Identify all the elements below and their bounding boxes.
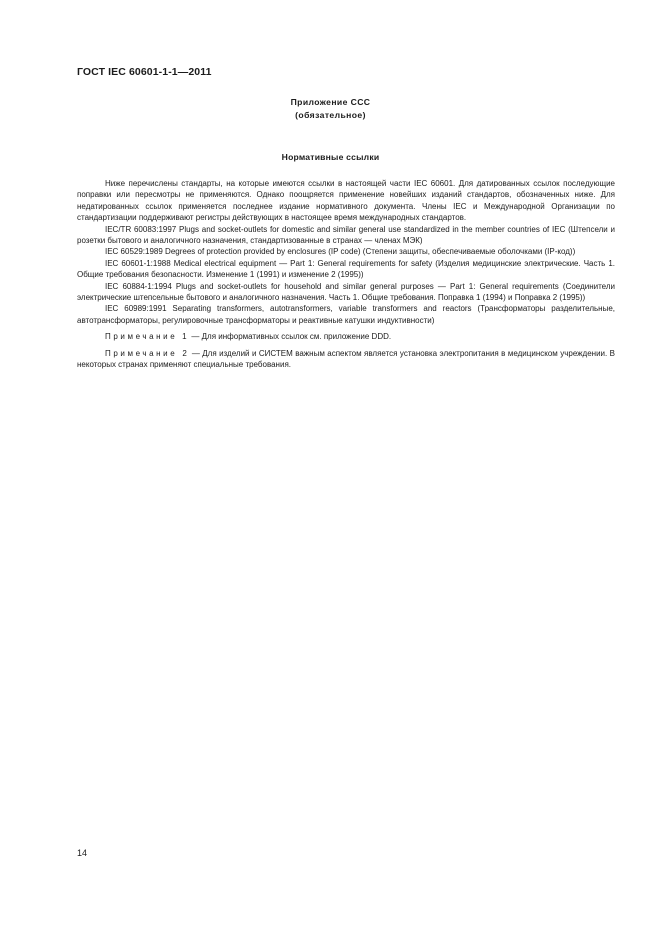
intro-paragraph: Ниже перечислены стандарты, на которые имеются ссылки в настоящей части IEC 60601. Для датированных ссылок последующие поправки или пересмотры не применяются. Однако поощряется применение новейших изданий стандартов, обозначенных ниже. Для недатированных ссылок применяется последнее издание нормативного документа. Члены IEC и Международной Организации по стандартизации поддерживают регистры действующих в настоящее время международных стандартов. — [77, 179, 615, 223]
note-2 — [77, 348, 615, 371]
reference-iec-60083: IEC/TR 60083:1997 Plugs and socket-outlets for domestic and similar general use standardized in the member countries of IEC (Штепсели и розетки бытового и аналогичного назначения, стандартизованные в странах — членах МЭК) — [77, 224, 615, 246]
note-1-label: Примечание 1 — [105, 332, 190, 342]
reference-iec-60884-1: IEC 60884-1:1994 Plugs and socket-outlets for household and similar general purposes — Part 1: General requirements (Соединители электрические штепсельные бытового и аналогичного назначения. Часть 1. Общие требования. Поправка 1 (1994) и Поправка 2 (1995)) — [77, 281, 615, 303]
note-1-text: — Для информативных ссылок см. приложение DDD. — [189, 332, 392, 342]
note-2-label: Примечание 2 — [105, 348, 190, 358]
document-code: ГОСТ IEC 60601-1-1—2011 — [77, 66, 212, 78]
section-title: Нормативные ссылки — [281, 152, 380, 162]
reference-iec-60529: IEC 60529:1989 Degrees of protection provided by enclosures (IP code) (Степени защиты, обеспечиваемые оболочками (IP-код)) — [105, 247, 576, 257]
page-number: 14 — [77, 848, 88, 858]
appendix-heading — [0, 96, 661, 122]
reference-iec-60601-1: IEC 60601-1:1988 Medical electrical equipment — Part 1: General requirements for safety (Изделия медицинские электрические. Часть 1. Общие требования безопасности. Изменение 1 (1991) и изменение 2 (1995)) — [77, 258, 615, 280]
references-body — [77, 178, 615, 371]
appendix-status: (обязательное) — [295, 110, 366, 120]
appendix-title: Приложение ССС — [290, 97, 371, 107]
note-2-text: — Для изделий и СИСТЕМ важным аспектом является установка электропитания в медицинском учреждении. В некоторых странах применяют специальные требования. — [77, 348, 615, 370]
reference-iec-60989: IEC 60989:1991 Separating transformers, autotransformers, variable transformers and reactors (Трансформаторы разделительные, автотрансформаторы, регулировочные трансформаторы и реактивные катушки индуктивности) — [77, 304, 615, 325]
note-1 — [77, 331, 615, 342]
